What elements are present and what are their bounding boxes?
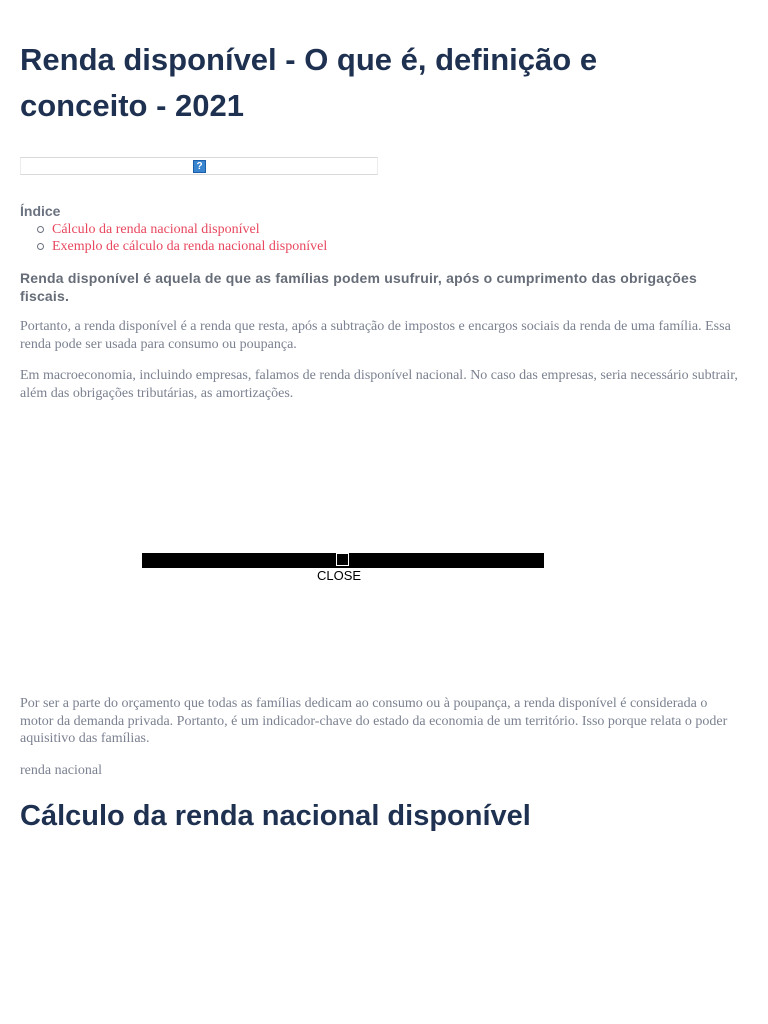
paragraph-2: Em macroeconomia, incluindo empresas, falamos de renda disponível nacional. No caso das empresas, seria necessário subtrair, além das obrigações tributárias, as amortizações. — [20, 368, 738, 401]
paragraph-1: Portanto, a renda disponível é a renda que resta, após a subtração de impostos e encargos sociais da renda de uma família. Essa renda pode ser usada para consumo ou poupança. — [20, 319, 731, 352]
close-ad-button[interactable]: CLOSE — [317, 568, 362, 583]
toc-list — [20, 221, 327, 255]
lead-paragraph: Renda disponível é aquela de que as famílias podem usufruir, após o cumprimento das obrigações fiscais. — [20, 270, 697, 304]
section-title-calculo: Cálculo da renda nacional disponível — [20, 800, 531, 832]
table-of-contents — [20, 203, 327, 255]
ad-banner-strip[interactable] — [20, 157, 378, 175]
page-title: Renda disponível - O que é, definição e conceito - 2021 — [20, 42, 598, 123]
toc-heading: Índice — [20, 203, 61, 219]
toc-link-calculo[interactable]: Cálculo da renda nacional disponível — [52, 221, 327, 238]
paragraph-3: Por ser a parte do orçamento que todas as famílias dedicam ao consumo ou à poupança, a renda disponível é considerada o motor da demanda privada. Portanto, é um indicador-chave do estado da economia de um território. Isso porque relata o poder aquisitivo das famílias. — [20, 696, 728, 746]
close-icon[interactable] — [336, 553, 349, 566]
toc-link-exemplo[interactable]: Exemplo de cálculo da renda nacional disponível — [52, 239, 328, 254]
related-link-text: renda nacional — [20, 763, 103, 778]
help-icon[interactable]: ? — [193, 160, 206, 173]
